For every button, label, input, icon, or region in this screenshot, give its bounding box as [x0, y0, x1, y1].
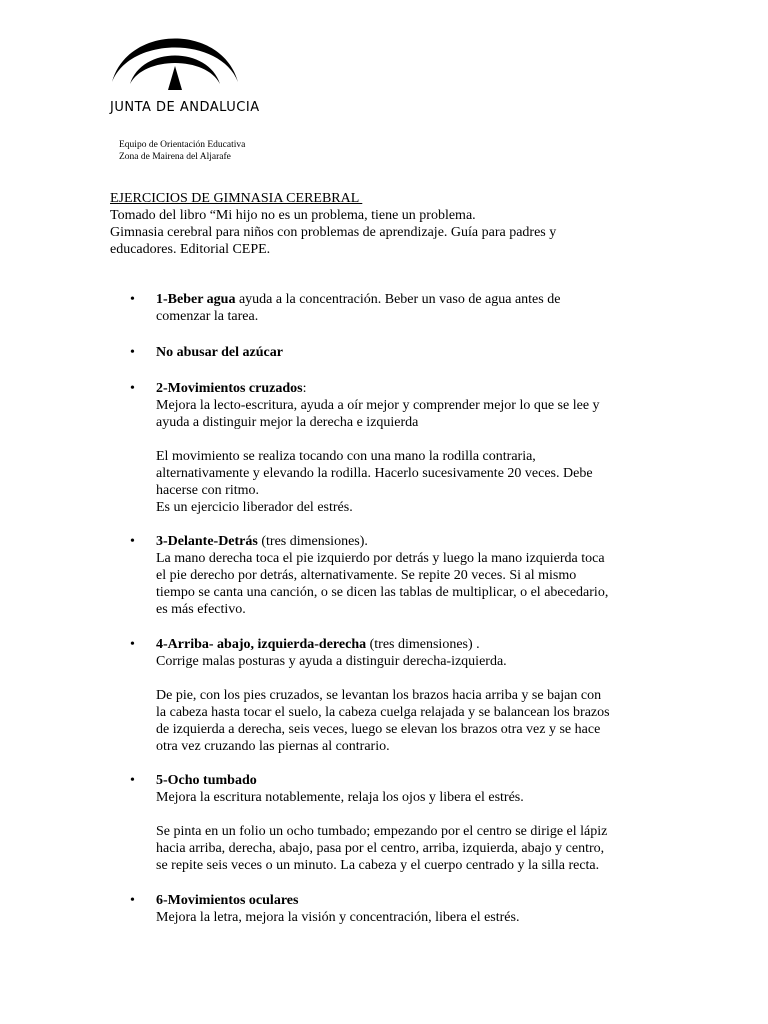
- source-line-2: Gimnasia cerebral para niños con problemas de aprendizaje. Guía para padres y: [110, 225, 557, 240]
- bullet-icon: •: [130, 534, 135, 549]
- item-line: Se pinta en un folio un ocho tumbado; empezando por el centro se dirige el lápiz: [156, 824, 608, 839]
- item-line: hacerse con ritmo.: [156, 483, 260, 498]
- org-line-2: Zona de Mairena del Aljarafe: [119, 152, 231, 162]
- item-line: Corrige malas posturas y ayuda a distinguir derecha-izquierda.: [156, 654, 507, 669]
- item-suffix: (tres dimensiones).: [257, 534, 368, 549]
- bullet-icon: •: [130, 292, 135, 307]
- bullet-icon: •: [130, 345, 135, 360]
- item-line: hacia arriba, derecha, abajo, pasa por el centro, arriba, izquierda, abajo y centro,: [156, 841, 605, 856]
- item-line: de izquierda a derecha, seis veces, luego se elevan los brazos otra vez y se hace: [156, 722, 601, 737]
- item-line: es más efectivo.: [156, 602, 246, 617]
- organization-block: [119, 139, 245, 163]
- item-line: Mejora la lecto-escritura, ayuda a oír mejor y comprender mejor lo que se lee y: [156, 398, 600, 413]
- list-item: [130, 772, 676, 874]
- bullet-icon: •: [130, 637, 135, 652]
- source-line-3: educadores. Editorial CEPE.: [110, 242, 271, 257]
- item-line: ayuda a distinguir mejor la derecha e izquierda: [156, 415, 419, 430]
- item-suffix: ayuda a la concentración. Beber un vaso de agua antes de: [235, 292, 561, 307]
- item-line: Mejora la letra, mejora la visión y concentración, libera el estrés.: [156, 910, 520, 925]
- document-title: EJERCICIOS DE GIMNASIA CEREBRAL: [110, 191, 363, 206]
- item-heading: 3-Delante-Detrás: [156, 534, 258, 549]
- item-heading: No abusar del azúcar: [156, 345, 283, 360]
- bullet-icon: •: [130, 893, 135, 908]
- item-line: Mejora la escritura notablemente, relaja los ojos y libera el estrés.: [156, 790, 524, 805]
- item-heading: 4-Arriba- abajo, izquierda-derecha: [156, 637, 367, 652]
- list-item: [130, 636, 676, 755]
- item-suffix: (tres dimensiones) .: [366, 637, 480, 652]
- item-suffix: :: [302, 381, 307, 396]
- item-heading: 2-Movimientos cruzados: [156, 381, 303, 396]
- item-line: Es un ejercicio liberador del estrés.: [156, 500, 353, 515]
- document-header: [110, 190, 670, 258]
- item-line: la cabeza hasta tocar el suelo, la cabeza cuelga relajada y se balancean los brazos: [156, 705, 610, 720]
- item-heading: 1-Beber agua: [156, 292, 236, 307]
- item-line: otra vez cruzando las piernas al contrario.: [156, 739, 390, 754]
- item-line: De pie, con los pies cruzados, se levantan los brazos hacia arriba y se bajan con: [156, 688, 602, 703]
- item-line: La mano derecha toca el pie izquierdo por detrás y luego la mano izquierda toca: [156, 551, 605, 566]
- bullet-icon: •: [130, 773, 135, 788]
- item-line: comenzar la tarea.: [156, 309, 259, 324]
- item-heading: 5-Ocho tumbado: [156, 773, 257, 788]
- list-item: [130, 344, 676, 361]
- logo-text: JUNTA DE ANDALUCIA: [110, 100, 260, 115]
- list-item: [130, 291, 676, 325]
- item-line: alternativamente y elevando la rodilla. Hacerlo sucesivamente 20 veces. Debe: [156, 466, 593, 481]
- item-line: tiempo se canta una canción, o se dicen las tablas de multiplicar, o el abecedario,: [156, 585, 609, 600]
- list-item: [130, 533, 676, 618]
- junta-de-andalucia-logo: [108, 30, 242, 90]
- item-line: se repite seis veces o un minuto. La cabeza y el cuerpo centrado y la silla recta.: [156, 858, 600, 873]
- bullet-icon: •: [130, 381, 135, 396]
- list-item: [130, 892, 676, 926]
- source-line-1: Tomado del libro “Mi hijo no es un problema, tiene un problema.: [110, 208, 476, 223]
- item-line: el pie derecho por detrás, alternativamente. Se repite 20 veces. Si al mismo: [156, 568, 577, 583]
- item-line: El movimiento se realiza tocando con una mano la rodilla contraria,: [156, 449, 536, 464]
- list-item: [130, 380, 676, 516]
- org-line-1: Equipo de Orientación Educativa: [119, 140, 246, 150]
- item-heading: 6-Movimientos oculares: [156, 893, 299, 908]
